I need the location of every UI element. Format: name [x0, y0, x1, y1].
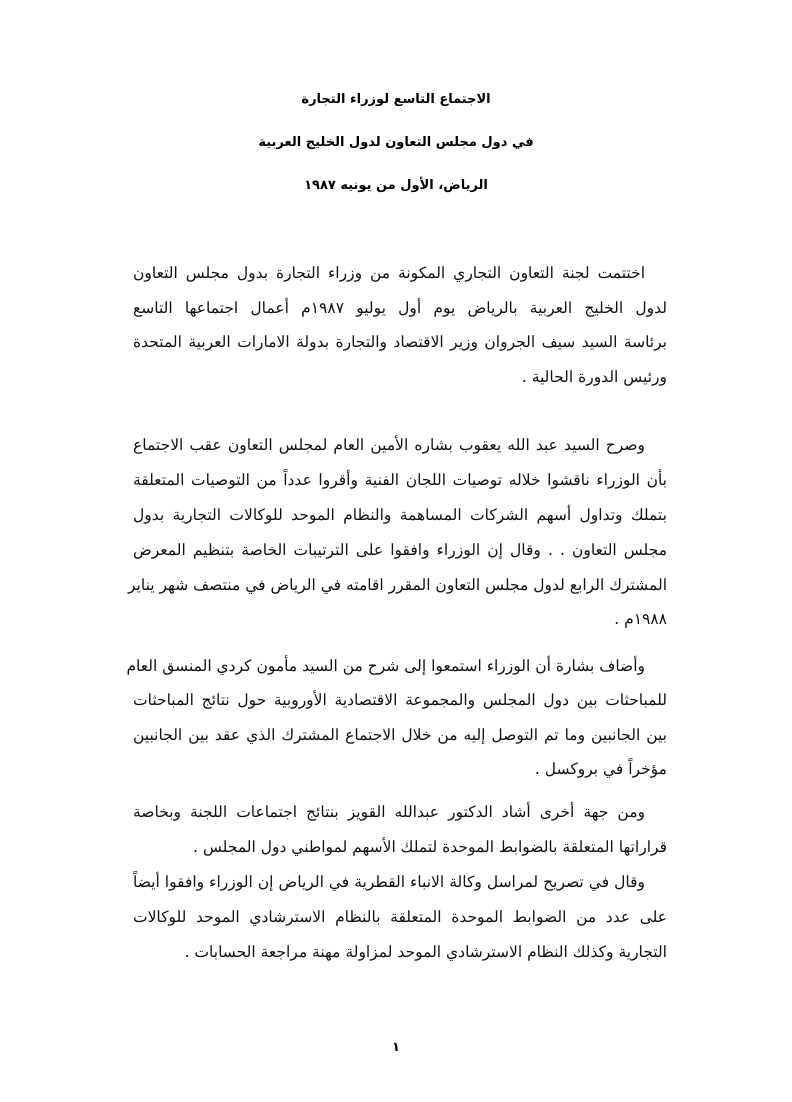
page-number: ١: [392, 1040, 400, 1055]
text-line: وقال في تصريح لمراسل وكالة الانباء القطرية في الرياض إن الوزراء وافقوا أيضاً: [133, 873, 645, 891]
text-line: وأضاف بشارة أن الوزراء استمعوا إلى شرح من السيد مأمون كردي المنسق العام: [126, 657, 645, 675]
text-line: اختتمت لجنة التعاون التجاري المكونة من وزراء التجارة بدول مجلس التعاون: [133, 264, 645, 282]
text-line: ومن جهة أخرى أشاد الدكتور عبدالله القويز بنتائج اجتماعات اللجنة وبخاصة: [133, 803, 645, 821]
text-line: لدول الخليج العربية بالرياض يوم أول يوليو ١٩٨٧م أعمال اجتماعها التاسع: [133, 299, 667, 317]
text-line: برئاسة السيد سيف الجروان وزير الاقتصاد والتجارة بدولة الامارات العربية المتحدة: [133, 333, 667, 351]
text-line: وصرح السيد عبد الله يعقوب بشاره الأمين العام لمجلس التعاون عقب الاجتماع: [133, 436, 645, 454]
text-line: بأن الوزراء ناقشوا خلاله توصيات اللجان الفنية وأقروا عدداً من التوصيات المتعلقة: [133, 471, 667, 489]
text-line: مجلس التعاون . . وقال إن الوزراء وافقوا على الترتيبات الخاصة بتنظيم المعرض: [133, 541, 667, 559]
text-line: قراراتها المتعلقة بالضوابط الموحدة لتملك الأسهم لمواطني دول المجلس .: [193, 838, 667, 856]
text-line: بين الجانبين وما تم التوصل إليه من خلال الاجتماع المشترك الذي عقد بين الجانبين: [133, 726, 667, 744]
heading-line: الرياض، الأول من يونيه ١٩٨٧: [304, 178, 488, 193]
text-line: على عدد من الضوابط الموحدة المتعلقة بالنظام الاسترشادي الموحد للوكالات: [133, 908, 667, 926]
text-line: ورئيس الدورة الحالية .: [521, 368, 667, 386]
text-line: ١٩٨٨م .: [614, 610, 667, 628]
text-line: بتملك وتداول أسهم الشركات المساهمة والنظام الموحد للوكالات التجارية بدول: [133, 506, 667, 524]
text-line: للمباحثات بين دول المجلس والمجموعة الاقتصادية الأوروبية حول نتائج المباحثات: [133, 691, 667, 709]
text-line: التجارية وكذلك النظام الاسترشادي الموحد لمزاولة مهنة مراجعة الحسابات .: [184, 943, 667, 961]
text-line: المشترك الرابع لدول مجلس التعاون المقرر اقامته في الرياض في منتصف شهر يناير: [128, 576, 667, 594]
text-line: مؤخراً في بروكسل .: [534, 760, 667, 778]
heading-line: في دول مجلس التعاون لدول الخليج العربية: [258, 135, 534, 150]
heading-line: الاجتماع التاسع لوزراء التجارة: [301, 92, 491, 107]
